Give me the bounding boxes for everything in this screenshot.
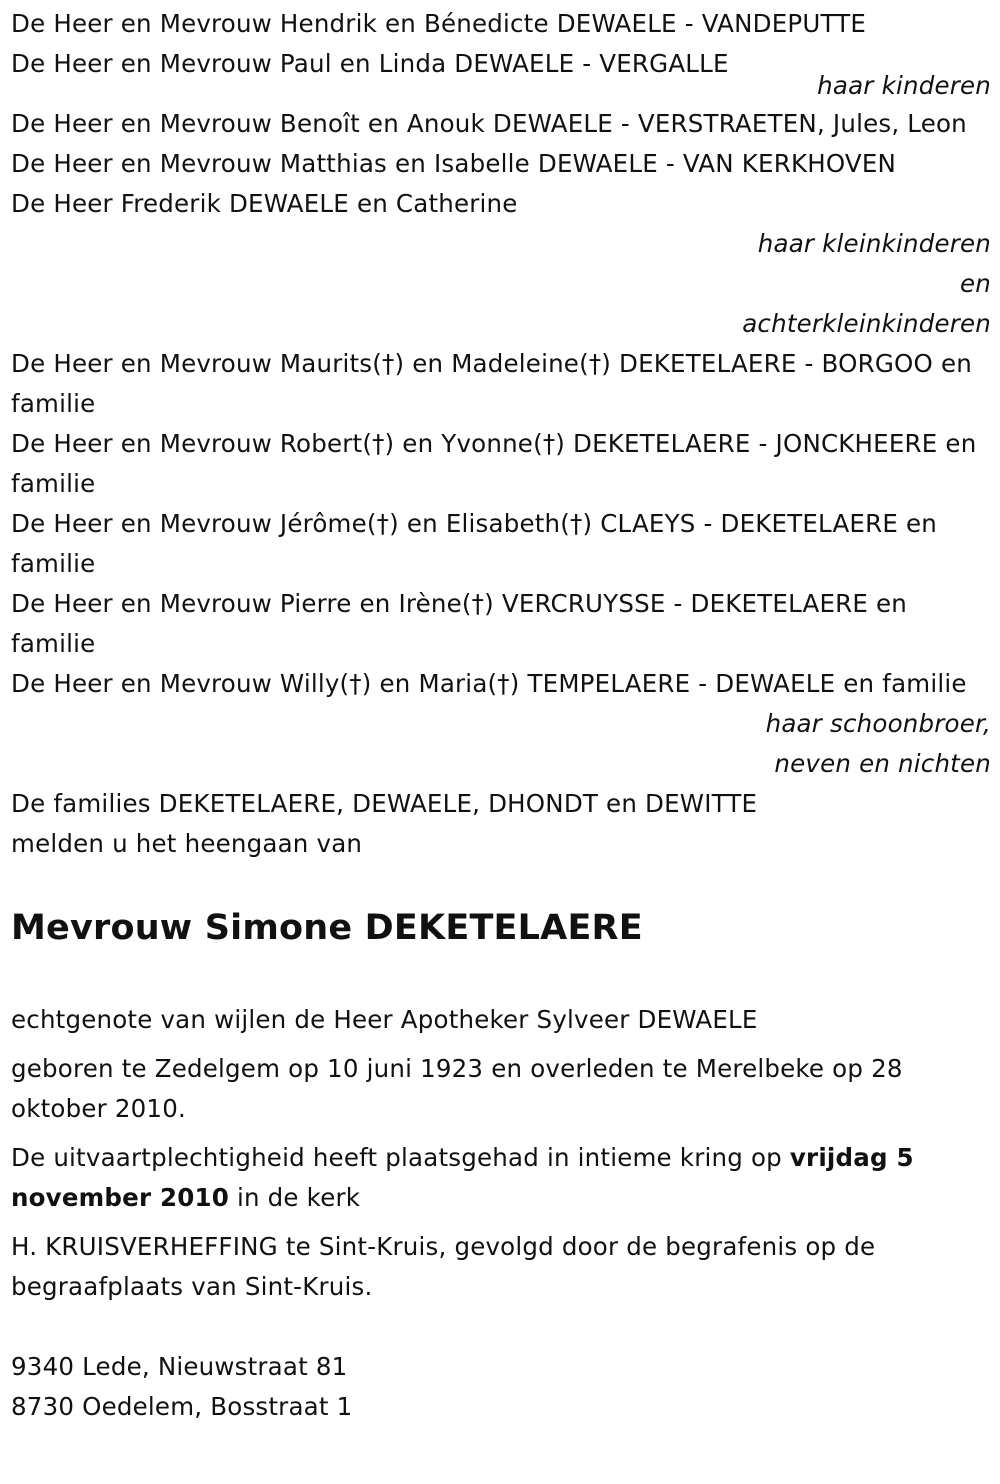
relation-label: haar schoonbroer, — [765, 709, 991, 738]
family-line: De Heer en Mevrouw Jérôme(†) en Elisabeth(†) CLAEYS - DEKETELAERE en familie — [11, 509, 937, 578]
family-line: De Heer en Mevrouw Benoît en Anouk DEWAELE - VERSTRAETEN, Jules, Leon — [11, 109, 967, 138]
families-line: De families DEKETELAERE, DEWAELE, DHONDT en DEWITTE — [11, 789, 758, 818]
spouse-line: echtgenote van wijlen de Heer Apotheker Sylveer DEWAELE — [11, 1005, 758, 1034]
family-line: De Heer Frederik DEWAELE en Catherine — [11, 189, 518, 218]
announce-line: melden u het heengaan van — [11, 829, 363, 858]
relation-label: achterkleinkinderen — [742, 309, 991, 338]
relation-label: en — [959, 269, 991, 298]
funeral-line — [11, 1138, 991, 1218]
relation-label: neven en nichten — [774, 749, 991, 778]
deceased-name: Mevrouw Simone DEKETELAERE — [11, 908, 643, 948]
family-line: De Heer en Mevrouw Matthias en Isabelle DEWAELE - VAN KERKHOVEN — [11, 149, 897, 178]
address-line: 9340 Lede, Nieuwstraat 81 — [11, 1352, 348, 1381]
family-line: De Heer en Mevrouw Maurits(†) en Madeleine(†) DEKETELAERE - BORGOO en familie — [11, 349, 972, 418]
relation-label: haar kleinkinderen — [757, 229, 991, 258]
obituary-notice — [11, 4, 991, 1427]
family-line: De Heer en Mevrouw Hendrik en Bénedicte DEWAELE - VANDEPUTTE — [11, 9, 867, 38]
address-line: 8730 Oedelem, Bosstraat 1 — [11, 1392, 353, 1421]
grandchildren-section — [11, 104, 991, 344]
church-line: H. KRUISVERHEFFING te Sint-Kruis, gevolgd door de begrafenis op de begraafplaats van Sint-Kruis. — [11, 1232, 876, 1301]
birth-death-line: geboren te Zedelgem op 10 juni 1923 en overleden te Merelbeke op 28 oktober 2010. — [11, 1054, 903, 1123]
funeral-text-after: in de kerk — [228, 1183, 361, 1212]
relation-label: haar kinderen — [817, 71, 991, 100]
funeral-text-before: De uitvaartplechtigheid heeft plaatsgehad in intieme kring op — [11, 1143, 790, 1172]
addresses — [11, 1347, 991, 1427]
relatives-section — [11, 344, 991, 784]
family-line: De Heer en Mevrouw Pierre en Irène(†) VERCRUYSSE - DEKETELAERE en familie — [11, 589, 908, 658]
family-line: De Heer en Mevrouw Paul en Linda DEWAELE - VERGALLE — [11, 49, 729, 78]
announcement — [11, 784, 991, 864]
funeral-date: vrijdag 5 november 2010 — [11, 1143, 914, 1212]
children-section — [11, 4, 991, 106]
family-line: De Heer en Mevrouw Robert(†) en Yvonne(†) DEKETELAERE - JONCKHEERE en familie — [11, 429, 977, 498]
family-line: De Heer en Mevrouw Willy(†) en Maria(†) TEMPELAERE - DEWAELE en familie — [11, 669, 967, 698]
